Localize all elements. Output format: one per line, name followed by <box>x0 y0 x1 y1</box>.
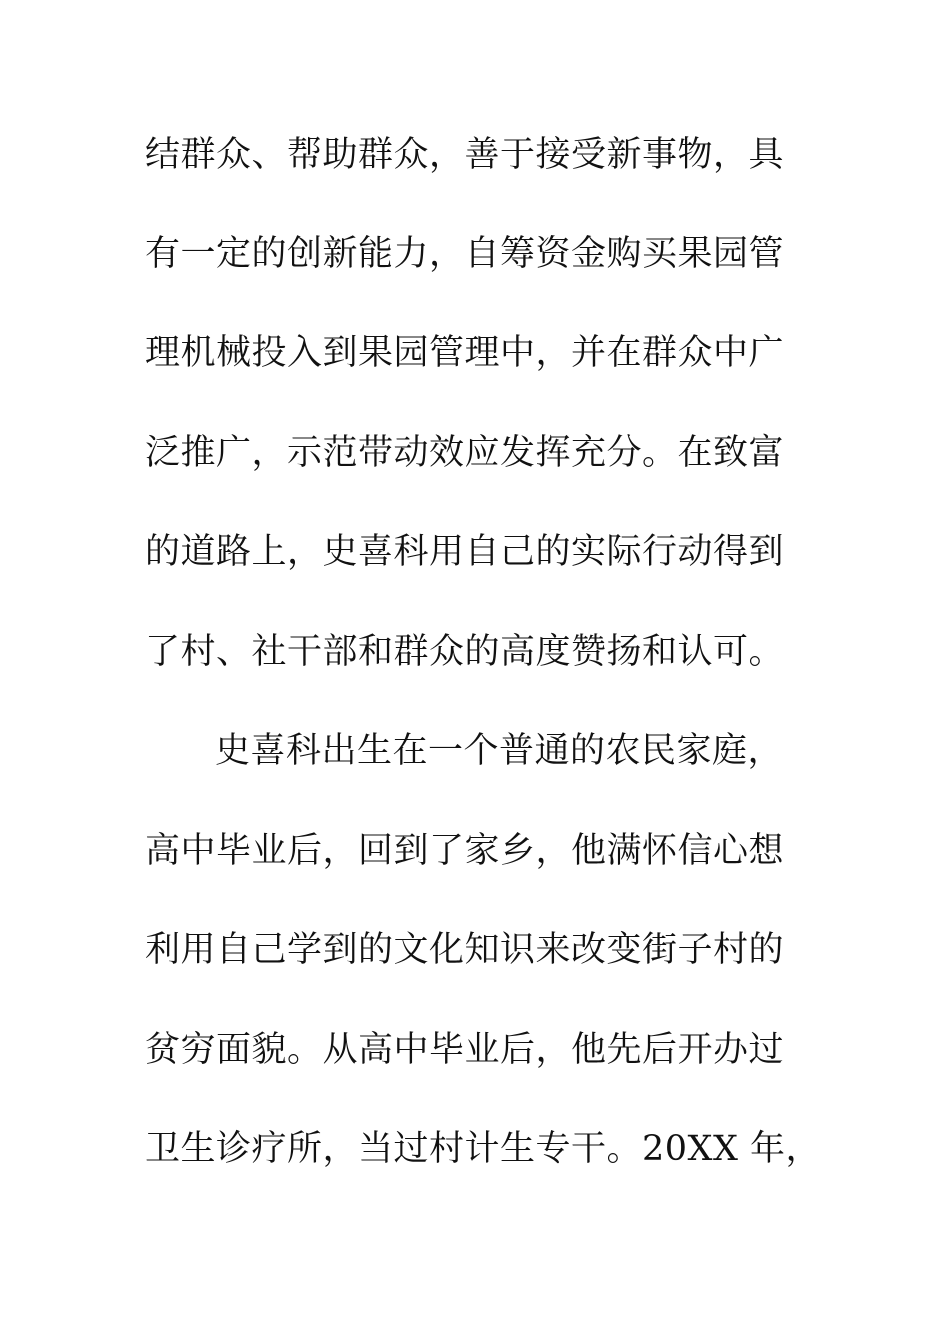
text-line: 了村、社干部和群众的高度赞扬和认可。 <box>145 632 785 672</box>
text-line: 结群众、帮助群众，善于接受新事物，具 <box>145 135 785 175</box>
text-line: 卫生诊疗所，当过村计生专干。20XX 年， <box>145 1129 821 1169</box>
text-line: 的道路上，史喜科用自己的实际行动得到 <box>145 532 785 572</box>
paragraph-first-line: 史喜科出生在一个普通的农民家庭， <box>215 731 784 771</box>
text-line: 理机械投入到果园管理中，并在群众中广 <box>145 333 785 373</box>
text-line: 利用自己学到的文化知识来改变街子村的 <box>145 930 785 970</box>
text-line: 贫穷面貌。从高中毕业后，他先后开办过 <box>145 1030 785 1070</box>
text-line: 泛推广，示范带动效应发挥充分。在致富 <box>145 433 785 473</box>
text-line: 有一定的创新能力，自筹资金购买果园管 <box>145 234 785 274</box>
text-line: 高中毕业后，回到了家乡，他满怀信心想 <box>145 831 785 871</box>
